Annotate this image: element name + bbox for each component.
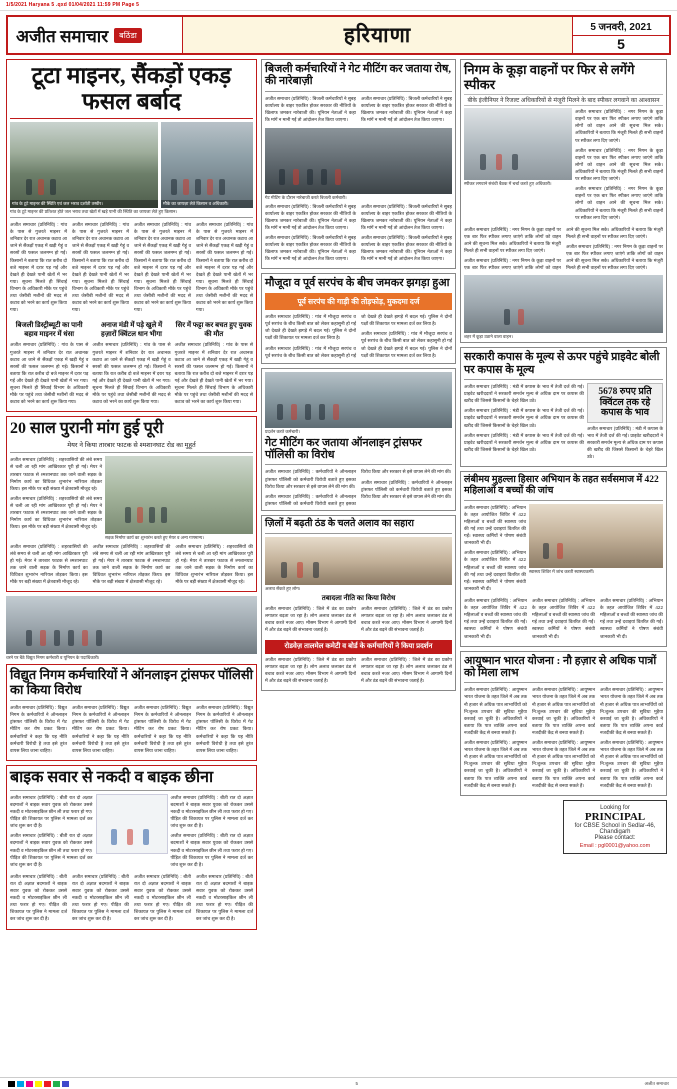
right1-photo-meeting	[464, 108, 572, 180]
file-info-text: 1/5/2021 Haryana 5 .qxd 01/04/2021 11:59 PM Page 5	[6, 2, 140, 8]
lead-photo-farmers-caption: मौके का जायज़ा लेते किसान व अधिकारी।	[161, 200, 253, 207]
right3-photo	[529, 504, 663, 568]
mid1-headline: बिजली कर्मचारियों ने गेट मीटिंग कर जताया रोष, की नारेबाज़ी	[265, 63, 452, 88]
mid4-photo	[265, 537, 452, 585]
right4-body: अजीत समाचार (प्रतिनिधि) : आयुष्मान भारत योजना के तहत जिले में अब तक नौ हजार से अधिक पात्र लाभार्थियों को नि:शुल्क उपचार की सुविधा मुहैया करवाई जा चुकी है। अधिकारियों ने बताया कि पात्र व्यक्ति अपना कार्ड नजदीकी केंद्र से बनवा सकते हैं। अजीत समाचार (प्रतिनिधि) : आयुष्मान भारत योजना के तहत जिले में अब तक नौ हजार से अधिक पात्र लाभार्थियों को नि:शुल्क उपचार की सुविधा मुहैया करवाई जा चुकी है। अधिकारियों ने बताया कि पात्र व्यक्ति अपना कार्ड नजदीकी केंद्र से बनवा सकते हैं। अजीत समाचार (प्रतिनिधि) : आयुष्मान भारत योजना के तहत जिले में अब तक नौ हजार से अधिक पात्र लाभार्थियों को नि:शुल्क उपचार की सुविधा मुहैया करवाई जा चुकी है। अधिकारियों ने बताया कि पात्र व्यक्ति अपना कार्ड नजदीकी केंद्र से बनवा सकते हैं। अजीत समाचार (प्रतिनिधि) : आयुष्मान भारत योजना के तहत जिले में अब तक नौ हजार से अधिक पात्र लाभार्थियों को नि:शुल्क उपचार की सुविधा मुहैया करवाई जा चुकी है। अधिकारियों ने बताया कि पात्र व्यक्ति अपना कार्ड नजदीकी केंद्र से बनवा सकते हैं। अजीत समाचार (प्रतिनिधि) : आयुष्मान भारत योजना के तहत जिले में अब तक नौ हजार से अधिक पात्र लाभार्थियों को नि:शुल्क उपचार की सुविधा मुहैया करवाई जा चुकी है। अधिकारियों ने बताया कि पात्र व्यक्ति अपना कार्ड नजदीकी केंद्र से बनवा सकते हैं। अजीत समाचार (प्रतिनिधि) : आयुष्मान भारत योजना के तहत जिले में अब तक नौ हजार से अधिक पात्र लाभार्थियों को नि:शुल्क उपचार की सुविधा मुहैया करवाई जा चुकी है। अधिकारियों ने बताया कि पात्र व्यक्ति अपना कार्ड नजदीकी केंद्र से बनवा सकते हैं।	[464, 687, 663, 788]
lead-sub1-headline: बिजली डिस्ट्रीब्यूटी का पानी बहाव माइनर में धंसा	[15, 321, 83, 339]
second-subhead: मेयर ने किया तारबार फाटक से श्मशानघाट रोड का मुहूर्त	[67, 442, 196, 450]
right3-photo-caption: स्वास्थ्य शिविर में जांच करती स्वास्थ्यकर्मी।	[529, 568, 595, 574]
mid1-photo-caption: गेट मीटिंग के दौरान नारेबाजी करते बिजली कर्मचारी।	[265, 195, 347, 201]
ad-line4: Please contact:	[594, 834, 636, 841]
mid3-headline: गेट मीटिंग कर जताया ऑनलाइन ट्रांसफर पॉलिसी का विरोध	[265, 436, 422, 462]
article-bijli-gate-meeting	[261, 59, 456, 269]
lead-sub2-headline: अनाज मंडी में पड़े खुले में हज़ारों क्विंटल धान भीगा	[100, 321, 163, 339]
fourth-body-2: अजीत समाचार (प्रतिनिधि) : बीती रात दो अज्ञात बदमाशों ने बाइक सवार युवक को रोककर उससे नकदी व मोटरसाइकिल छीन ली तथा फरार हो गए। पीड़ित की शिकायत पर पुलिस ने मामला दर्ज कर जांच शुरू कर दी है। अजीत समाचार (प्रतिनिधि) : बीती रात दो अज्ञात बदमाशों ने बाइक सवार युवक को रोककर उससे नकदी व मोटरसाइकिल छीन ली तथा फरार हो गए। पीड़ित की शिकायत पर पुलिस ने मामला दर्ज कर जांच शुरू कर दी है।	[170, 794, 253, 867]
mid3-photo-caption: प्रदर्शन करते कर्मचारी।	[265, 429, 300, 435]
right2-highlight-text: 5678 रुपए प्रति क्विंटल तक रहे कपास के भाव	[598, 387, 652, 419]
ad-line2: PRINCIPAL	[584, 810, 646, 823]
mid4-subhead: तबादला नीति का किया विरोध	[321, 594, 396, 603]
print-registration-bar	[0, 1077, 677, 1089]
ad-email[interactable]: Email : pgl0001@yahoo.com	[579, 842, 651, 849]
second-body-left: अजीत समाचार (प्रतिनिधि) : शहरवासियों की लंबे समय से चली आ रही मांग आखिरकार पूरी हो गई। मेयर ने तारबार फाटक से श्मशानघाट तक जाने वाली सड़क के निर्माण कार्य का विधिवत शुभारंभ नारियल तोड़कर किया। इस मौके पर बड़ी संख्या में क्षेत्रवासी मौजूद रहे। अजीत समाचार (प्रतिनिधि) : शहरवासियों की लंबे समय से चली आ रही मांग आखिरकार पूरी हो गई। मेयर ने तारबार फाटक से श्मशानघाट तक जाने वाली सड़क के निर्माण कार्य का विधिवत शुभारंभ नारियल तोड़कर किया। इस मौके पर बड़ी संख्या में क्षेत्रवासी मौजूद रहे।	[10, 457, 102, 530]
right3-body-bottom: अजीत समाचार (प्रतिनिधि) : अभियान के तहत आयोजित शिविर में 422 महिलाओं व बच्चों की स्वास्थ्य जांच की गई तथा उन्हें दवाइयां वितरित की गईं। स्वास्थ्य कर्मियों ने पोषण संबंधी जानकारी भी दी। अजीत समाचार (प्रतिनिधि) : अभियान के तहत आयोजित शिविर में 422 महिलाओं व बच्चों की स्वास्थ्य जांच की गई तथा उन्हें दवाइयां वितरित की गईं। स्वास्थ्य कर्मियों ने पोषण संबंधी जानकारी भी दी। अजीत समाचार (प्रतिनिधि) : अभियान के तहत आयोजित शिविर में 422 महिलाओं व बच्चों की स्वास्थ्य जांच की गई तथा उन्हें दवाइयां वितरित की गईं। स्वास्थ्य कर्मियों ने पोषण संबंधी जानकारी भी दी।	[464, 598, 663, 639]
article-online-transfer-policy	[261, 368, 456, 511]
mid4-headline: ज़िलों में बढ़ती ठंड के चलते अलाव का सहारा	[265, 518, 414, 529]
right1-photo-truck-caption: शहर में कूड़ा उठाने वाला वाहन।	[464, 333, 513, 339]
mid4-body-bottom: अजीत समाचार (प्रतिनिधि) : जिले में ठंड का प्रकोप लगातार बढ़ता जा रहा है। लोग अलाव जलाकर ठंड से बचाव करते नजर आए। मौसम विभाग ने आगामी दिनों में और ठंड बढ़ने की संभावना जताई है। अजीत समाचार (प्रतिनिधि) : जिले में ठंड का प्रकोप लगातार बढ़ता जा रहा है। लोग अलाव जलाकर ठंड से बचाव करते नजर आए। मौसम विभाग ने आगामी दिनों में और ठंड बढ़ने की संभावना जताई है।	[265, 656, 452, 684]
fourth-body-1: अजीत समाचार (प्रतिनिधि) : बीती रात दो अज्ञात बदमाशों ने बाइक सवार युवक को रोककर उससे नकदी व मोटरसाइकिल छीन ली तथा फरार हो गए। पीड़ित की शिकायत पर पुलिस ने मामला दर्ज कर जांच शुरू कर दी है। अजीत समाचार (प्रतिनिधि) : बीती रात दो अज्ञात बदमाशों ने बाइक सवार युवक को रोककर उससे नकदी व मोटरसाइकिल छीन ली तथा फरार हो गए। पीड़ित की शिकायत पर पुलिस ने मामला दर्ज कर जांच शुरू कर दी है।	[10, 794, 93, 867]
fourth-illustration	[96, 794, 168, 854]
section-title: हरियाणा	[343, 23, 412, 47]
column-left	[6, 59, 257, 934]
lead-photo-river-caption: गांव के टूटे माइनर की स्थिति एवं जल भराव दर्शाती तस्वीर।	[10, 200, 158, 207]
mid1-body-top: अजीत समाचार (प्रतिनिधि) : बिजली कर्मचारियों ने सुबह कार्यालय के बाहर एकत्रित होकर सरकार की नीतियों के खिलाफ जमकर नारेबाजी की। यूनियन नेताओं ने कहा कि मांगें न मानी गईं तो आंदोलन तेज किया जाएगा। अजीत समाचार (प्रतिनिधि) : बिजली कर्मचारियों ने सुबह कार्यालय के बाहर एकत्रित होकर सरकार की नीतियों के खिलाफ जमकर नारेबाजी की। यूनियन नेताओं ने कहा कि मांगें न मानी गईं तो आंदोलन तेज किया जाएगा।	[265, 95, 452, 122]
right1-kicker: बीके इंजीनियर ने रिजल्ट अधिकारियों से मंजूरी मिलने के बाद स्पीकर लगवाने का आश्वासन	[464, 94, 663, 106]
second-photo-caption: सड़क निर्माण कार्य का शुभारंभ करते हुए मेयर व अन्य गणमान्य।	[105, 535, 205, 541]
lead-sub3-body: अजीत समाचार (प्रतिनिधि) : गांव के पास से गुजरते माइनर में शनिवार देर रात अचानक कटाव आ जाने से सैंकड़ों एकड़ में खड़ी गेहूं व सरसों की फसल जलमग्न हो गई। किसानों ने बताया कि रात करीब दो बजे माइनर में दरार पड़ गई और देखते ही देखते पानी खेतों में भर गया। सूचना मिलते ही सिंचाई विभाग के अधिकारी मौके पर पहुंचे तथा जेसीबी मशीनों की मदद से कटाव को भरने का कार्य शुरू किया गया।	[174, 342, 253, 405]
fourth-body-bottom: अजीत समाचार (प्रतिनिधि) : बीती रात दो अज्ञात बदमाशों ने बाइक सवार युवक को रोककर उससे नकदी व मोटरसाइकिल छीन ली तथा फरार हो गए। पीड़ित की शिकायत पर पुलिस ने मामला दर्ज कर जांच शुरू कर दी है। अजीत समाचार (प्रतिनिधि) : बीती रात दो अज्ञात बदमाशों ने बाइक सवार युवक को रोककर उससे नकदी व मोटरसाइकिल छीन ली तथा फरार हो गए। पीड़ित की शिकायत पर पुलिस ने मामला दर्ज कर जांच शुरू कर दी है। अजीत समाचार (प्रतिनिधि) : बीती रात दो अज्ञात बदमाशों ने बाइक सवार युवक को रोककर उससे नकदी व मोटरसाइकिल छीन ली तथा फरार हो गए। पीड़ित की शिकायत पर पुलिस ने मामला दर्ज कर जांच शुरू कर दी है। अजीत समाचार (प्रतिनिधि) : बीती रात दो अज्ञात बदमाशों ने बाइक सवार युवक को रोककर उससे नकदी व मोटरसाइकिल छीन ली तथा फरार हो गए। पीड़ित की शिकायत पर पुलिस ने मामला दर्ज कर जांच शुरू कर दी है।	[10, 873, 253, 922]
third-photo	[6, 596, 257, 654]
right2-headline: सरकारी कपास के मूल्य से ऊपर पहुंचे प्राइवेट बोली पर कपास के मूल्य	[464, 351, 660, 376]
ad-line1: Looking for	[600, 804, 630, 811]
right3-headline: लंबीमय मुहल्ला हिसार अभियान के तहत सर्वसमाज में 422 महिलाओं व बच्चों की जांच	[464, 475, 659, 497]
article-thand-alaav	[261, 515, 456, 691]
mid1-photo	[265, 128, 452, 194]
lead-photo-river	[10, 122, 158, 208]
article-20-saal-purani-maang	[6, 416, 257, 592]
mid3-body: अजीत समाचार (प्रतिनिधि) : कर्मचारियों ने ऑनलाइन ट्रांसफर पॉलिसी को कर्मचारी विरोधी बताते हुए इसका विरोध किया और सरकार से इसे वापस लेने की मांग की। अजीत समाचार (प्रतिनिधि) : कर्मचारियों ने ऑनलाइन ट्रांसफर पॉलिसी को कर्मचारी विरोधी बताते हुए इसका विरोध किया और सरकार से इसे वापस लेने की मांग की। अजीत समाचार (प्रतिनिधि) : कर्मचारियों ने ऑनलाइन ट्रांसफर पॉलिसी को कर्मचारी विरोधी बताते हुए इसका विरोध किया और सरकार से इसे वापस लेने की मांग की।	[265, 469, 452, 506]
masthead-right	[573, 17, 669, 53]
lead-headline: टूटा माइनर, सैंकड़ों एकड़ फसल बर्बाद	[31, 63, 232, 114]
file-info-bar	[0, 0, 677, 11]
right1-headline: निगम के कूड़ा वाहनों पर फिर से लगेंगे स्पीकर	[464, 62, 635, 92]
mid2-highlight-box: पूर्व सरपंच की गाड़ी की तोड़फोड़, मुकदमा दर्ज	[265, 293, 452, 310]
bottom-bar-left: 5	[355, 1081, 358, 1086]
mid4-body: अजीत समाचार (प्रतिनिधि) : जिले में ठंड का प्रकोप लगातार बढ़ता जा रहा है। लोग अलाव जलाकर ठंड से बचाव करते नजर आए। मौसम विभाग ने आगामी दिनों में और ठंड बढ़ने की संभावना जताई है। अजीत समाचार (प्रतिनिधि) : जिले में ठंड का प्रकोप लगातार बढ़ता जा रहा है। लोग अलाव जलाकर ठंड से बचाव करते नजर आए। मौसम विभाग ने आगामी दिनों में और ठंड बढ़ने की संभावना जताई है।	[265, 606, 452, 633]
mid2-body: अजीत समाचार (प्रतिनिधि) : गांव में मौजूदा सरपंच व पूर्व सरपंच के बीच किसी बात को लेकर कहासुनी हो गई जो देखते ही देखते झगड़े में बदल गई। पुलिस ने दोनों पक्षों की शिकायत पर मामला दर्ज कर लिया है। अजीत समाचार (प्रतिनिधि) : गांव में मौजूदा सरपंच व पूर्व सरपंच के बीच किसी बात को लेकर कहासुनी हो गई जो देखते ही देखते झगड़े में बदल गई। पुलिस ने दोनों पक्षों की शिकायत पर मामला दर्ज कर लिया है। अजीत समाचार (प्रतिनिधि) : गांव में मौजूदा सरपंच व पूर्व सरपंच के बीच किसी बात को लेकर कहासुनी हो गई जो देखते ही देखते झगड़े में बदल गई। पुलिस ने दोनों पक्षों की शिकायत पर मामला दर्ज कर लिया है।	[265, 314, 452, 358]
fourth-headline: बाइक सवार से नकदी व बाइक छीना	[10, 768, 214, 786]
right2-highlight	[587, 383, 663, 423]
lead-caption-line: गांव के टूटे माइनर की प्रतिशत होते जल भराव तथा खेतों में खड़े पानी की स्थिति का जायजा लेते हुए किसान।	[10, 208, 178, 214]
lead-sub3-headline: सिर में फट्टा कर बचत हुए युवक की मौत	[175, 321, 252, 339]
edition-badge: बठिंडा	[114, 28, 142, 43]
article-sarpanch-jhagda	[261, 273, 456, 364]
article-ayushman-bharat	[460, 651, 667, 796]
section-title-container	[183, 17, 573, 53]
ad-line3: for CBSE School in Sedlar-46, Chandigarh	[574, 822, 656, 835]
third-headline: विद्युत निगम कर्मचारियों ने ऑनलाइन ट्रांसफर पॉलिसी का किया विरोध	[10, 666, 253, 697]
right2-body-right: अजीत समाचार (प्रतिनिधि) : मंडी में कपास के भाव में तेजी दर्ज की गई। प्राइवेट खरीददारों ने सरकारी समर्थन मूल्य से अधिक दाम पर कपास की खरीद की जिससे किसानों के चेहरे खिल उठे।	[587, 425, 664, 460]
article-swasthya-jaanch	[460, 471, 667, 646]
third-photo-caption: धरने पर बैठे विद्युत निगम कर्मचारी व यूनियन के पदाधिकारी।	[6, 655, 100, 661]
bottom-bar-right: अजीत समाचार	[644, 1080, 669, 1086]
mid4-photo-caption: अलाव सेंकते हुए लोग।	[265, 585, 301, 591]
lead-photo-farmers	[161, 122, 253, 208]
page-grid	[6, 59, 671, 934]
masthead	[6, 15, 671, 55]
color-swatches	[8, 1081, 69, 1087]
article-vidyut-nigam	[6, 596, 257, 760]
lead-sub2-body: अजीत समाचार (प्रतिनिधि) : गांव के पास से गुजरते माइनर में शनिवार देर रात अचानक कटाव आ जाने से सैंकड़ों एकड़ में खड़ी गेहूं व सरसों की फसल जलमग्न हो गई। किसानों ने बताया कि रात करीब दो बजे माइनर में दरार पड़ गई और देखते ही देखते पानी खेतों में भर गया। सूचना मिलते ही सिंचाई विभाग के अधिकारी मौके पर पहुंचे तथा जेसीबी मशीनों की मदद से कटाव को भरने का कार्य शुरू किया गया।	[92, 342, 171, 405]
third-body: अजीत समाचार (प्रतिनिधि) : विद्युत निगम के कर्मचारियों ने ऑनलाइन ट्रांसफर पॉलिसी के विरोध में गेट मीटिंग कर रोष प्रकट किया। कर्मचारियों ने कहा कि यह नीति कर्मचारी विरोधी है तथा इसे तुरंत वापस लिया जाना चाहिए। अजीत समाचार (प्रतिनिधि) : विद्युत निगम के कर्मचारियों ने ऑनलाइन ट्रांसफर पॉलिसी के विरोध में गेट मीटिंग कर रोष प्रकट किया। कर्मचारियों ने कहा कि यह नीति कर्मचारी विरोधी है तथा इसे तुरंत वापस लिया जाना चाहिए। अजीत समाचार (प्रतिनिधि) : विद्युत निगम के कर्मचारियों ने ऑनलाइन ट्रांसफर पॉलिसी के विरोध में गेट मीटिंग कर रोष प्रकट किया। कर्मचारियों ने कहा कि यह नीति कर्मचारी विरोधी है तथा इसे तुरंत वापस लिया जाना चाहिए। अजीत समाचार (प्रतिनिधि) : विद्युत निगम के कर्मचारियों ने ऑनलाइन ट्रांसफर पॉलिसी के विरोध में गेट मीटिंग कर रोष प्रकट किया। कर्मचारियों ने कहा कि यह नीति कर्मचारी विरोधी है तथा इसे तुरंत वापस लिया जाना चाहिए।	[10, 705, 253, 753]
column-right	[460, 59, 667, 934]
lead-sub1-body: अजीत समाचार (प्रतिनिधि) : गांव के पास से गुजरते माइनर में शनिवार देर रात अचानक कटाव आ जाने से सैंकड़ों एकड़ में खड़ी गेहूं व सरसों की फसल जलमग्न हो गई। किसानों ने बताया कि रात करीब दो बजे माइनर में दरार पड़ गई और देखते ही देखते पानी खेतों में भर गया। सूचना मिलते ही सिंचाई विभाग के अधिकारी मौके पर पहुंचे तथा जेसीबी मशीनों की मदद से कटाव को भरने का कार्य शुरू किया गया।	[10, 342, 89, 405]
column-mid	[261, 59, 456, 934]
second-headline: 20 साल पुरानी मांग हुई पूरी	[10, 420, 164, 438]
article-nigam-speaker	[460, 59, 667, 343]
right2-body-left: अजीत समाचार (प्रतिनिधि) : मंडी में कपास के भाव में तेजी दर्ज की गई। प्राइवेट खरीददारों ने सरकारी समर्थन मूल्य से अधिक दाम पर कपास की खरीद की जिससे किसानों के चेहरे खिल उठे। अजीत समाचार (प्रतिनिधि) : मंडी में कपास के भाव में तेजी दर्ज की गई। प्राइवेट खरीददारों ने सरकारी समर्थन मूल्य से अधिक दाम पर कपास की खरीद की जिससे किसानों के चेहरे खिल उठे। अजीत समाचार (प्रतिनिधि) : मंडी में कपास के भाव में तेजी दर्ज की गई। प्राइवेट खरीददारों ने सरकारी समर्थन मूल्य से अधिक दाम पर कपास की खरीद की जिससे किसानों के चेहरे खिल उठे।	[464, 384, 584, 452]
lead-body: अजीत समाचार (प्रतिनिधि) : गांव के पास से गुजरते माइनर में शनिवार देर रात अचानक कटाव आ जाने से सैंकड़ों एकड़ में खड़ी गेहूं व सरसों की फसल जलमग्न हो गई। किसानों ने बताया कि रात करीब दो बजे माइनर में दरार पड़ गई और देखते ही देखते पानी खेतों में भर गया। सूचना मिलते ही सिंचाई विभाग के अधिकारी मौके पर पहुंचे तथा जेसीबी मशीनों की मदद से कटाव को भरने का कार्य शुरू किया गया। अजीत समाचार (प्रतिनिधि) : गांव के पास से गुजरते माइनर में शनिवार देर रात अचानक कटाव आ जाने से सैंकड़ों एकड़ में खड़ी गेहूं व सरसों की फसल जलमग्न हो गई। किसानों ने बताया कि रात करीब दो बजे माइनर में दरार पड़ गई और देखते ही देखते पानी खेतों में भर गया। सूचना मिलते ही सिंचाई विभाग के अधिकारी मौके पर पहुंचे तथा जेसीबी मशीनों की मदद से कटाव को भरने का कार्य शुरू किया गया। अजीत समाचार (प्रतिनिधि) : गांव के पास से गुजरते माइनर में शनिवार देर रात अचानक कटाव आ जाने से सैंकड़ों एकड़ में खड़ी गेहूं व सरसों की फसल जलमग्न हो गई। किसानों ने बताया कि रात करीब दो बजे माइनर में दरार पड़ गई और देखते ही देखते पानी खेतों में भर गया। सूचना मिलते ही सिंचाई विभाग के अधिकारी मौके पर पहुंचे तथा जेसीबी मशीनों की मदद से कटाव को भरने का कार्य शुरू किया गया। अजीत समाचार (प्रतिनिधि) : गांव के पास से गुजरते माइनर में शनिवार देर रात अचानक कटाव आ जाने से सैंकड़ों एकड़ में खड़ी गेहूं व सरसों की फसल जलमग्न हो गई। किसानों ने बताया कि रात करीब दो बजे माइनर में दरार पड़ गई और देखते ही देखते पानी खेतों में भर गया। सूचना मिलते ही सिंचाई विभाग के अधिकारी मौके पर पहुंचे तथा जेसीबी मशीनों की मदद से कटाव को भरने का कार्य शुरू किया गया।	[10, 222, 253, 313]
page-number: 5	[617, 36, 625, 53]
mid1-body-bottom: अजीत समाचार (प्रतिनिधि) : बिजली कर्मचारियों ने सुबह कार्यालय के बाहर एकत्रित होकर सरकार की नीतियों के खिलाफ जमकर नारेबाजी की। यूनियन नेताओं ने कहा कि मांगें न मानी गईं तो आंदोलन तेज किया जाएगा। अजीत समाचार (प्रतिनिधि) : बिजली कर्मचारियों ने सुबह कार्यालय के बाहर एकत्रित होकर सरकार की नीतियों के खिलाफ जमकर नारेबाजी की। यूनियन नेताओं ने कहा कि मांगें न मानी गईं तो आंदोलन तेज किया जाएगा। अजीत समाचार (प्रतिनिधि) : बिजली कर्मचारियों ने सुबह कार्यालय के बाहर एकत्रित होकर सरकार की नीतियों के खिलाफ जमकर नारेबाजी की। यूनियन नेताओं ने कहा कि मांगें न मानी गईं तो आंदोलन तेज किया जाएगा। अजीत समाचार (प्रतिनिधि) : बिजली कर्मचारियों ने सुबह कार्यालय के बाहर एकत्रित होकर सरकार की नीतियों के खिलाफ जमकर नारेबाजी की। यूनियन नेताओं ने कहा कि मांगें न मानी गईं तो आंदोलन तेज किया जाएगा।	[265, 203, 452, 262]
article-lead-maainar	[6, 59, 257, 412]
article-bike-sawar	[6, 765, 257, 930]
right4-headline: आयुष्मान भारत योजना : नौ हज़ार से अधिक पात्रों को मिला लाभ	[464, 654, 657, 679]
masthead-left	[8, 17, 183, 53]
mid2-headline: मौजूदा व पूर्व सरपंच के बीच जमकर झगड़ा हुआ	[265, 277, 450, 290]
mid3-photo	[265, 372, 452, 428]
right1-photo-meeting-caption: स्पीकर लगवाने संबंधी बैठक में चर्चा करते हुए अधिकारी।	[464, 181, 552, 187]
right3-body-left: अजीत समाचार (प्रतिनिधि) : अभियान के तहत आयोजित शिविर में 422 महिलाओं व बच्चों की स्वास्थ्य जांच की गई तथा उन्हें दवाइयां वितरित की गईं। स्वास्थ्य कर्मियों ने पोषण संबंधी जानकारी भी दी। अजीत समाचार (प्रतिनिधि) : अभियान के तहत आयोजित शिविर में 422 महिलाओं व बच्चों की स्वास्थ्य जांच की गई तथा उन्हें दवाइयां वितरित की गईं। स्वास्थ्य कर्मियों ने पोषण संबंधी जानकारी भी दी।	[464, 504, 526, 591]
right1-photo-truck	[464, 275, 663, 333]
second-body-bottom: अजीत समाचार (प्रतिनिधि) : शहरवासियों की लंबे समय से चली आ रही मांग आखिरकार पूरी हो गई। मेयर ने तारबार फाटक से श्मशानघाट तक जाने वाली सड़क के निर्माण कार्य का विधिवत शुभारंभ नारियल तोड़कर किया। इस मौके पर बड़ी संख्या में क्षेत्रवासी मौजूद रहे। अजीत समाचार (प्रतिनिधि) : शहरवासियों की लंबे समय से चली आ रही मांग आखिरकार पूरी हो गई। मेयर ने तारबार फाटक से श्मशानघाट तक जाने वाली सड़क के निर्माण कार्य का विधिवत शुभारंभ नारियल तोड़कर किया। इस मौके पर बड़ी संख्या में क्षेत्रवासी मौजूद रहे। अजीत समाचार (प्रतिनिधि) : शहरवासियों की लंबे समय से चली आ रही मांग आखिरकार पूरी हो गई। मेयर ने तारबार फाटक से श्मशानघाट तक जाने वाली सड़क के निर्माण कार्य का विधिवत शुभारंभ नारियल तोड़कर किया। इस मौके पर बड़ी संख्या में क्षेत्रवासी मौजूद रहे।	[10, 543, 253, 585]
mid4-red-strip: रोडवेज़ तालमेल कमेटी व बोर्ड के कर्मचारियों ने किया प्रदर्शन	[265, 640, 452, 654]
publication-date: 5 जनवरी, 2021	[573, 17, 669, 36]
right1-body-top: अजीत समाचार (प्रतिनिधि) : नगर निगम के कूड़ा वाहनों पर एक बार फिर स्पीकर लगाए जाएंगे ताकि लोगों को वाहन आने की सूचना मिल सके। अधिकारियों ने बताया कि मंजूरी मिलते ही सभी वाहनों पर स्पीकर लगा दिए जाएंगे। अजीत समाचार (प्रतिनिधि) : नगर निगम के कूड़ा वाहनों पर एक बार फिर स्पीकर लगाए जाएंगे ताकि लोगों को वाहन आने की सूचना मिल सके। अधिकारियों ने बताया कि मंजूरी मिलते ही सभी वाहनों पर स्पीकर लगा दिए जाएंगे। अजीत समाचार (प्रतिनिधि) : नगर निगम के कूड़ा वाहनों पर एक बार फिर स्पीकर लगाए जाएंगे ताकि लोगों को वाहन आने की सूचना मिल सके। अधिकारियों ने बताया कि मंजूरी मिलते ही सभी वाहनों पर स्पीकर लगा दिए जाएंगे।	[575, 109, 663, 220]
second-photo	[105, 456, 253, 534]
newspaper-title: अजीत समाचार	[16, 26, 109, 46]
article-kapas-mulya	[460, 347, 667, 467]
classified-ad-principal[interactable]	[563, 800, 667, 854]
right1-body-mid: अजीत समाचार (प्रतिनिधि) : नगर निगम के कूड़ा वाहनों पर एक बार फिर स्पीकर लगाए जाएंगे ताकि लोगों को वाहन आने की सूचना मिल सके। अधिकारियों ने बताया कि मंजूरी मिलते ही सभी वाहनों पर स्पीकर लगा दिए जाएंगे। अजीत समाचार (प्रतिनिधि) : नगर निगम के कूड़ा वाहनों पर एक बार फिर स्पीकर लगाए जाएंगे ताकि लोगों को वाहन आने की सूचना मिल सके। अधिकारियों ने बताया कि मंजूरी मिलते ही सभी वाहनों पर स्पीकर लगा दिए जाएंगे। अजीत समाचार (प्रतिनिधि) : नगर निगम के कूड़ा वाहनों पर एक बार फिर स्पीकर लगाए जाएंगे ताकि लोगों को वाहन आने की सूचना मिल सके। अधिकारियों ने बताया कि मंजूरी मिलते ही सभी वाहनों पर स्पीकर लगा दिए जाएंगे।	[464, 226, 663, 271]
